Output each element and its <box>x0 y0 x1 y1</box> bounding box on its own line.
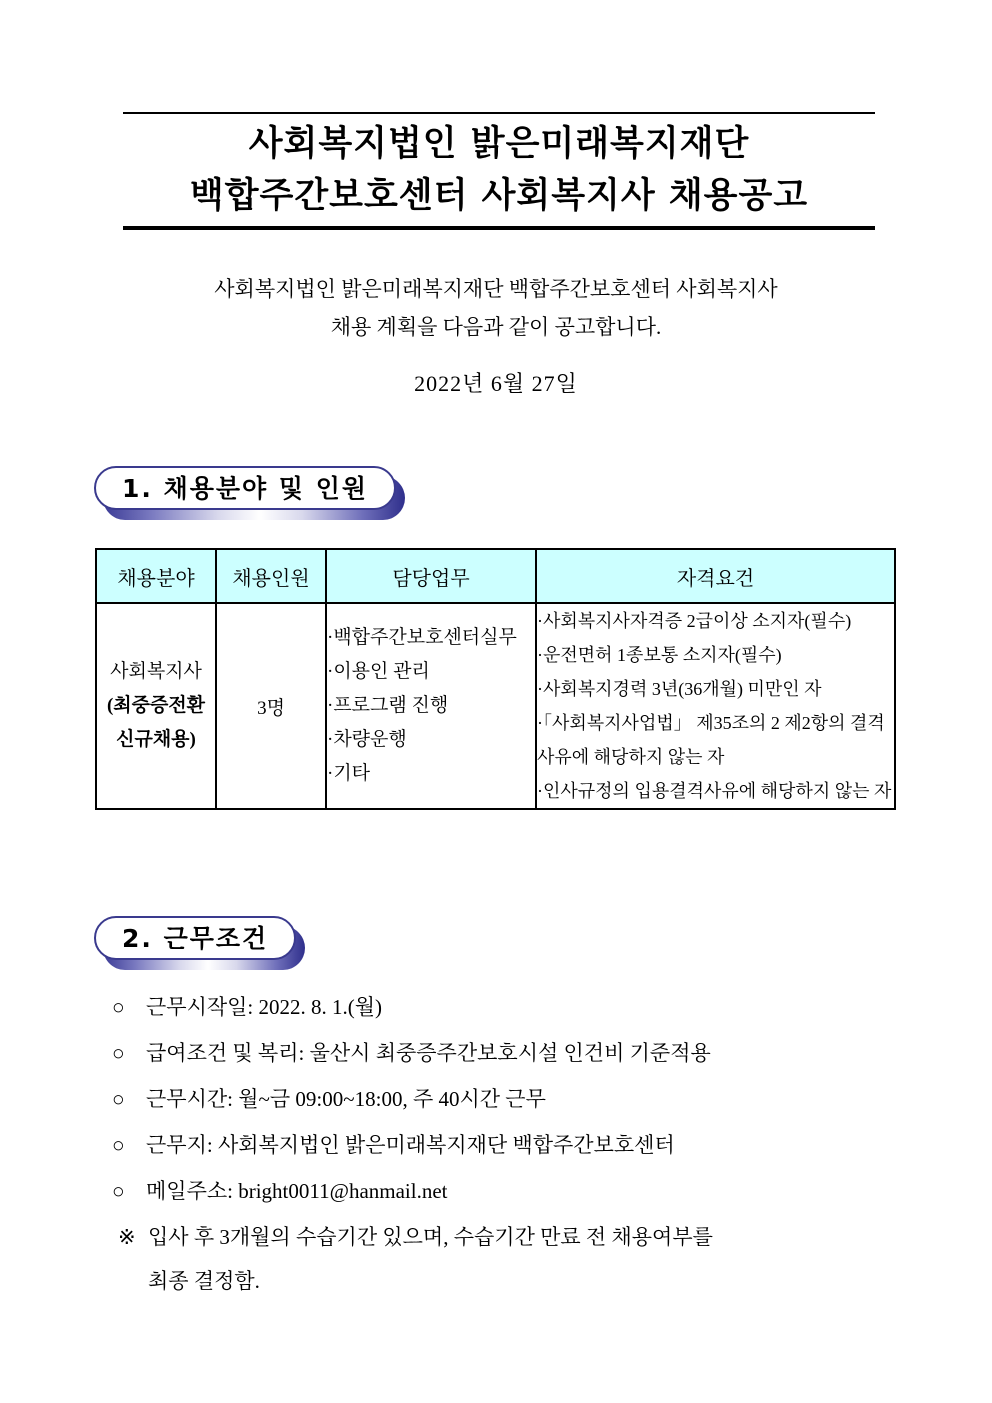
qualification-item <box>537 638 894 672</box>
duty-item <box>327 655 535 689</box>
bullet-dot: · <box>327 695 334 716</box>
working-conditions-list <box>112 984 942 1214</box>
duty-item-label: 차량운행 <box>333 729 407 750</box>
table-header-row <box>96 549 895 603</box>
circle-bullet-icon: ○ <box>112 995 125 1019</box>
duty-item-label: 기타 <box>333 763 371 784</box>
cell-recruitment-count: 3명 <box>216 603 326 809</box>
duty-item <box>327 723 535 757</box>
table-header-field: 채용분야 <box>96 549 216 603</box>
section-1-badge-label: 1. 채용분야 및 인원 <box>122 473 369 503</box>
condition-item <box>112 984 942 1030</box>
field-line-2: (최중증전환 <box>106 695 206 716</box>
duty-item <box>327 757 535 791</box>
duty-item <box>327 689 535 723</box>
qualification-item <box>537 604 894 638</box>
bullet-dot: · <box>537 713 543 733</box>
badge-pill <box>94 916 296 960</box>
badge-pill <box>94 466 396 510</box>
condition-item-label: 근무지: 사회복지법인 밝은미래복지재단 백합주간보호센터 <box>146 1133 675 1157</box>
qualification-item <box>537 672 894 706</box>
field-line-1: 사회복지사 <box>110 661 202 682</box>
condition-item <box>112 1030 942 1076</box>
section-1-badge <box>94 466 396 510</box>
document-date: 2022년 6월 27일 <box>414 371 578 396</box>
duty-item-label: 프로그램 진행 <box>333 695 449 716</box>
qualification-item-label: 「사회복지사업법」 제35조의 2 제2항의 결격사유에 해당하지 않는 자 <box>537 713 885 767</box>
table-header-duty: 담당업무 <box>326 549 536 603</box>
reference-mark-icon: ※ <box>118 1225 136 1249</box>
condition-item <box>112 1122 942 1168</box>
qualification-item-label: 인사규정의 입용결격사유에 해당하지 않는 자 <box>543 781 892 801</box>
condition-item-email <box>112 1168 942 1214</box>
bullet-dot: · <box>537 781 543 801</box>
title-line-1: 사회복지법인 밝은미래복지재단 <box>248 124 750 164</box>
bullet-dot: · <box>327 627 334 648</box>
table-header-qualification: 자격요건 <box>536 549 895 603</box>
section-2-badge-label: 2. 근무조건 <box>122 923 269 953</box>
title-rule-bottom <box>123 226 875 230</box>
probation-note <box>118 1215 938 1303</box>
duty-item-label: 이용인 관리 <box>333 661 430 682</box>
intro-paragraph <box>0 270 992 346</box>
condition-item-label: 근무시간: 월~금 09:00~18:00, 주 40시간 근무 <box>146 1087 546 1111</box>
qualification-item-label: 사회복지경력 3년(36개월) 미만인 자 <box>543 679 822 699</box>
note-line-2: 최종 결정함. <box>148 1269 260 1293</box>
condition-item-label: 급여조건 및 복리: 울산시 최중증주간보호시설 인건비 기준적용 <box>146 1041 711 1065</box>
bullet-dot: · <box>327 729 334 750</box>
qualification-item <box>537 706 894 774</box>
bullet-dot: · <box>537 679 543 699</box>
qualification-item-label: 운전면허 1종보통 소지자(필수) <box>543 645 782 665</box>
document-title-block <box>123 112 875 230</box>
intro-line-2: 채용 계획을 다음과 같이 공고합니다. <box>330 315 662 339</box>
note-first-line <box>118 1215 938 1259</box>
table-header-count: 채용인원 <box>216 549 326 603</box>
duty-item-label: 백합주간보호센터실무 <box>333 627 517 648</box>
condition-item <box>112 1076 942 1122</box>
circle-bullet-icon: ○ <box>112 1179 125 1203</box>
title-line-2: 백합주간보호센터 사회복지사 채용공고 <box>189 176 809 216</box>
bullet-dot: · <box>327 661 334 682</box>
bullet-dot: · <box>537 645 543 665</box>
condition-item-label: 근무시작일: 2022. 8. 1.(월) <box>146 995 383 1019</box>
cell-duties <box>326 603 536 809</box>
document-title <box>123 114 875 224</box>
field-line-3: 신규채용) <box>116 729 196 750</box>
cell-recruitment-field <box>96 603 216 809</box>
circle-bullet-icon: ○ <box>112 1087 125 1111</box>
table-row <box>96 603 895 809</box>
qualification-item <box>537 774 894 808</box>
section-2-badge <box>94 916 296 960</box>
bullet-dot: · <box>327 763 334 784</box>
cell-qualifications <box>536 603 895 809</box>
condition-item-label: 메일주소: bright0011@hanmail.net <box>146 1179 448 1203</box>
bullet-dot: · <box>537 611 543 631</box>
circle-bullet-icon: ○ <box>112 1133 125 1157</box>
recruitment-table <box>95 548 896 810</box>
duty-item <box>327 621 535 655</box>
circle-bullet-icon: ○ <box>112 1041 125 1065</box>
qualification-item-label: 사회복지사자격증 2급이상 소지자(필수) <box>543 611 852 631</box>
intro-line-1: 사회복지법인 밝은미래복지재단 백합주간보호센터 사회복지사 <box>214 277 778 301</box>
note-line-1: 입사 후 3개월의 수습기간 있으며, 수습기간 만료 전 채용여부를 <box>148 1225 713 1249</box>
